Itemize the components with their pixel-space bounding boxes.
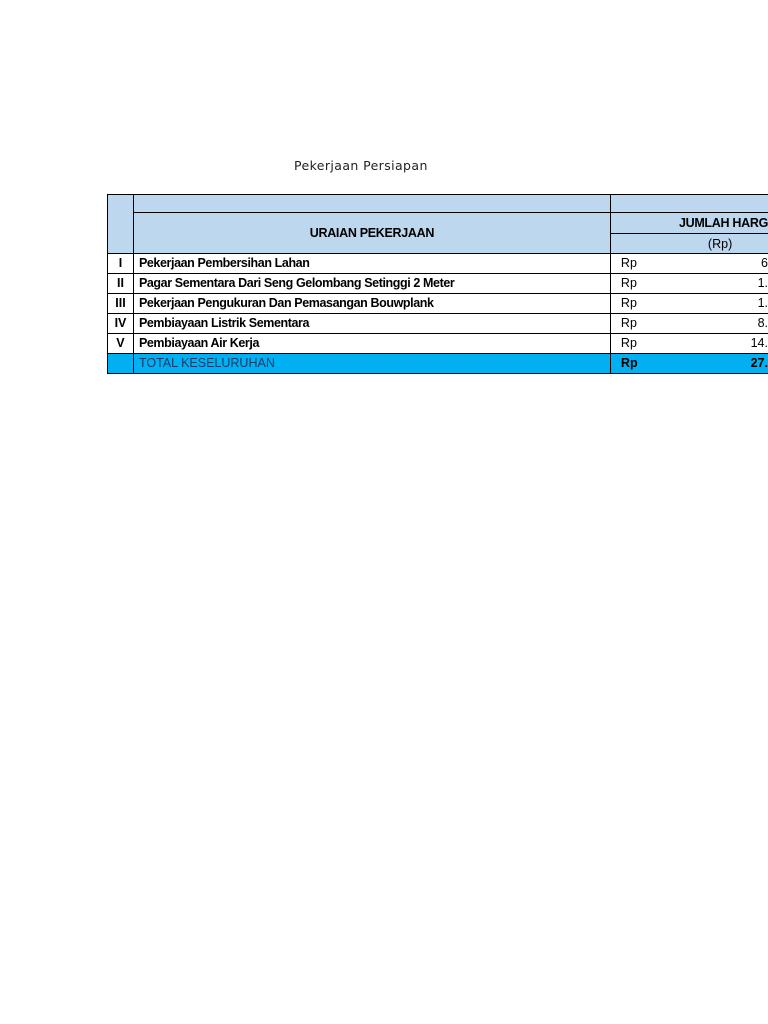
- row-currency: Rp: [610, 334, 689, 354]
- header-blank-cell: [133, 195, 610, 213]
- header-number-cell: [108, 195, 134, 254]
- row-description: Pagar Sementara Dari Seng Gelombang Setinggi 2 Meter: [133, 274, 610, 294]
- row-number: I: [108, 254, 134, 274]
- row-value: 1.: [689, 294, 768, 314]
- row-value: 1.: [689, 274, 768, 294]
- header-row-top: [108, 195, 768, 213]
- row-value: 8.: [689, 314, 768, 334]
- table-row: [108, 254, 768, 274]
- total-label: TOTAL KESELURUHAN: [133, 354, 610, 374]
- row-number: II: [108, 274, 134, 294]
- document-title: Pekerjaan Persiapan: [294, 158, 428, 173]
- cost-table-container: [107, 194, 768, 374]
- row-value: 6: [689, 254, 768, 274]
- row-description: Pembiayaan Air Kerja: [133, 334, 610, 354]
- cost-table: [107, 194, 768, 374]
- row-description: Pekerjaan Pengukuran Dan Pemasangan Bouwplank: [133, 294, 610, 314]
- row-value: 14.: [689, 334, 768, 354]
- total-number-cell: [108, 354, 134, 374]
- table-row: [108, 314, 768, 334]
- header-uraian-pekerjaan: URAIAN PEKERJAAN: [133, 213, 610, 254]
- row-number: IV: [108, 314, 134, 334]
- table-row: [108, 334, 768, 354]
- header-unit-rp: (Rp): [610, 234, 768, 254]
- row-currency: Rp: [610, 254, 689, 274]
- row-currency: Rp: [610, 314, 689, 334]
- total-value: 27.: [689, 354, 768, 374]
- row-number: V: [108, 334, 134, 354]
- table-row: [108, 274, 768, 294]
- row-currency: Rp: [610, 294, 689, 314]
- row-description: Pekerjaan Pembersihan Lahan: [133, 254, 610, 274]
- header-blank-cell-right: [610, 195, 768, 213]
- row-currency: Rp: [610, 274, 689, 294]
- header-row-main: [108, 213, 768, 234]
- total-currency: Rp: [610, 354, 689, 374]
- table-row: [108, 294, 768, 314]
- row-description: Pembiayaan Listrik Sementara: [133, 314, 610, 334]
- header-jumlah-harga: JUMLAH HARG: [610, 213, 768, 234]
- total-row: [108, 354, 768, 374]
- row-number: III: [108, 294, 134, 314]
